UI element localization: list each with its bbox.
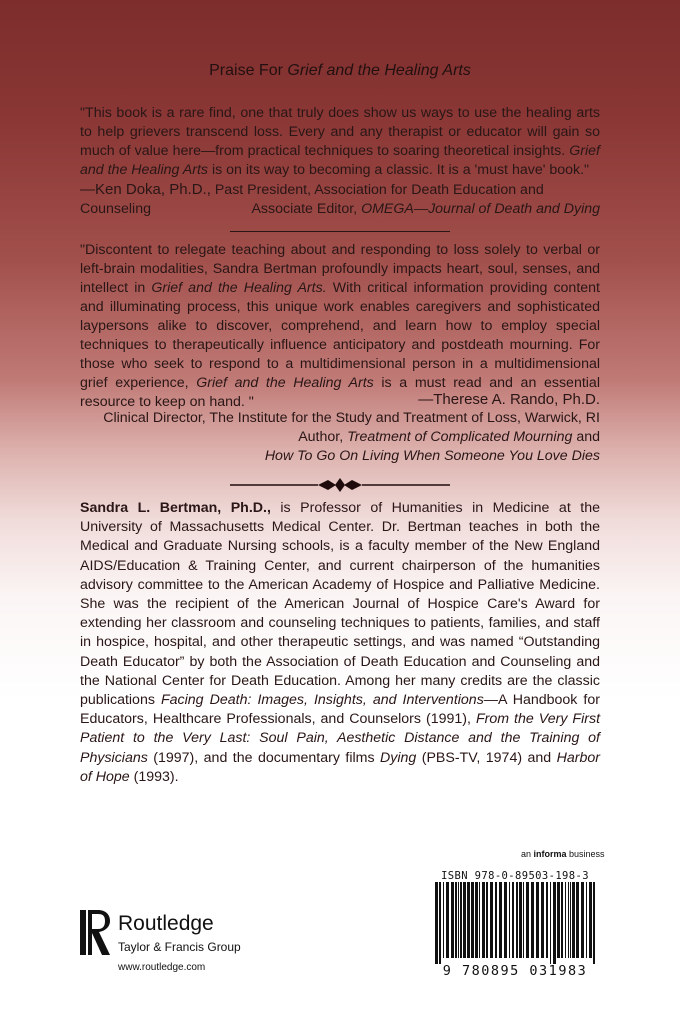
barcode-bar (439, 882, 441, 964)
barcode-bar (495, 882, 497, 958)
ornament-leaf-right (344, 480, 362, 490)
ornament-diamond (335, 478, 345, 492)
barcode-bar (512, 882, 514, 958)
barcode-bar (523, 882, 524, 958)
barcode-bar (486, 882, 488, 958)
quote-rando: "Discontent to relegate teaching about and responding to loss solely to verbal or left-brain modalities, Sandra Bertman profoundly impacts heart, soul, senses, and intellect in Grief and the Healing Arts. With critical information providing content and illuminating process, this unique work enables caregivers and sophisticated laypersons alike to discover, comprehend, and learn how to employ special techniques to therapeutically influence anticipatory and postdeath mourning. For those who seek to respond to a multidimensional person in a multidimensional grief experience, Grief and the Healing Arts is a must read and an essential resource to keep on hand. " (80, 242, 600, 410)
attribution-doka-name: —Ken Doka, Ph.D., Past President, Association for Death Education and Counseling (80, 181, 544, 217)
barcode-bar (475, 882, 478, 958)
logo-stem (80, 910, 86, 955)
barcode-bar (557, 882, 560, 958)
barcode-bar (460, 882, 462, 958)
attribution-rando-role3: How To Go On Living When Someone You Love Dies (264, 448, 600, 464)
barcode-bar (586, 882, 587, 958)
barcode-bar (546, 882, 548, 958)
attribution-rando-name: —Therese A. Rando, Ph.D. (418, 391, 600, 408)
barcode-bar (499, 882, 502, 958)
barcode-bar (570, 882, 571, 958)
barcode-bar (565, 882, 566, 958)
barcode-bar (536, 882, 539, 958)
barcode-bar (435, 882, 438, 964)
quote-doka: "This book is a rare find, one that truly does show us ways to use the healing arts to help grievers transcend loss. Every and any therapist or educator will gain so much of value here—from practical techniques to soaring theoretical insights. Grief and the Healing Arts is on its way to becoming a classic. It is a 'must have' book." (80, 105, 600, 178)
isbn-label: ISBN 978-0-89503-198-3 (441, 870, 589, 882)
barcode-bar (451, 882, 454, 958)
attribution-doka-role: Associate Editor, OMEGA—Journal of Death and Dying (251, 201, 600, 217)
author-bio: Sandra L. Bertman, Ph.D., is Professor of Humanities in Medicine at the University of Massachusetts Medical Center. Dr. Bertman teaches in both the Medical and Graduate Nursing schools, is a faculty member of the New England AIDS/Education & Training Center, and current chairperson of the humanities advisory committee to the American Academy of Hospice and Palliative Medicine. She was the recipient of the American Journal of Hospice Care's Award for extending her classroom and counseling techniques to patients, families, and staff in hospice, hospital, and other therapeutic settings, and was named “Outstanding Death Educator” by both the Association of Death Education and Counseling and the National Center for Death Education. Among her many credits are the classic publications Facing Death: Images, Insights, and Interventions—A Handbook for Educators, Healthcare Professionals, and Counselors (1991), From the Very First Patient to the Very Last: Soul Pain, Aesthetic Distance and the Training of Physicians (1997), and the documentary films Dying (PBS-TV, 1974) and Harbor of Hope (1993). (80, 500, 601, 785)
barcode-bars (431, 882, 599, 964)
barcode (431, 868, 599, 980)
barcode-bar (516, 882, 518, 958)
publisher-name: Routledge (118, 912, 214, 935)
barcode-bar (458, 882, 459, 958)
barcode-bar (550, 882, 551, 964)
divider-rule (230, 231, 450, 232)
barcode-bar (463, 882, 466, 958)
barcode-bar (589, 882, 592, 958)
barcode-bar (482, 882, 485, 958)
barcode-bar (519, 882, 522, 958)
ornament-leaf-left (318, 480, 336, 490)
barcode-bar (443, 882, 444, 958)
barcode-bar (471, 882, 474, 958)
praise-heading: Praise For Grief and the Healing Arts (209, 62, 471, 79)
barcode-bar (576, 882, 579, 958)
barcode-bar (467, 882, 470, 958)
barcode-bar (526, 882, 529, 958)
publisher-group: Taylor & Francis Group (118, 940, 241, 954)
barcode-bar (593, 882, 595, 964)
attribution-rando-role1: Clinical Director, The Institute for the Study and Treatment of Loss, Warwick, RI (103, 410, 600, 426)
barcode-bar (446, 882, 449, 958)
barcode-bar (531, 882, 534, 958)
barcode-bar (553, 882, 556, 964)
barcode-bar (509, 882, 510, 958)
routledge-logo-icon (80, 910, 110, 955)
barcode-bar (455, 882, 457, 958)
barcode-bar (572, 882, 575, 958)
ornament-divider (230, 478, 450, 492)
barcode-bar (490, 882, 493, 958)
barcode-bar (561, 882, 563, 958)
logo-r-mark (88, 910, 110, 955)
barcode-bar (504, 882, 507, 958)
informa-tagline: an informa business (521, 849, 605, 859)
publisher-url[interactable]: www.routledge.com (118, 962, 206, 973)
barcode-number: 9 780895 031983 (442, 963, 588, 979)
barcode-bar (568, 882, 569, 958)
barcode-bar (541, 882, 544, 958)
barcode-bar (581, 882, 584, 958)
barcode-bar (479, 882, 480, 958)
attribution-rando-role2: Author, Treatment of Complicated Mourning and (298, 429, 600, 445)
